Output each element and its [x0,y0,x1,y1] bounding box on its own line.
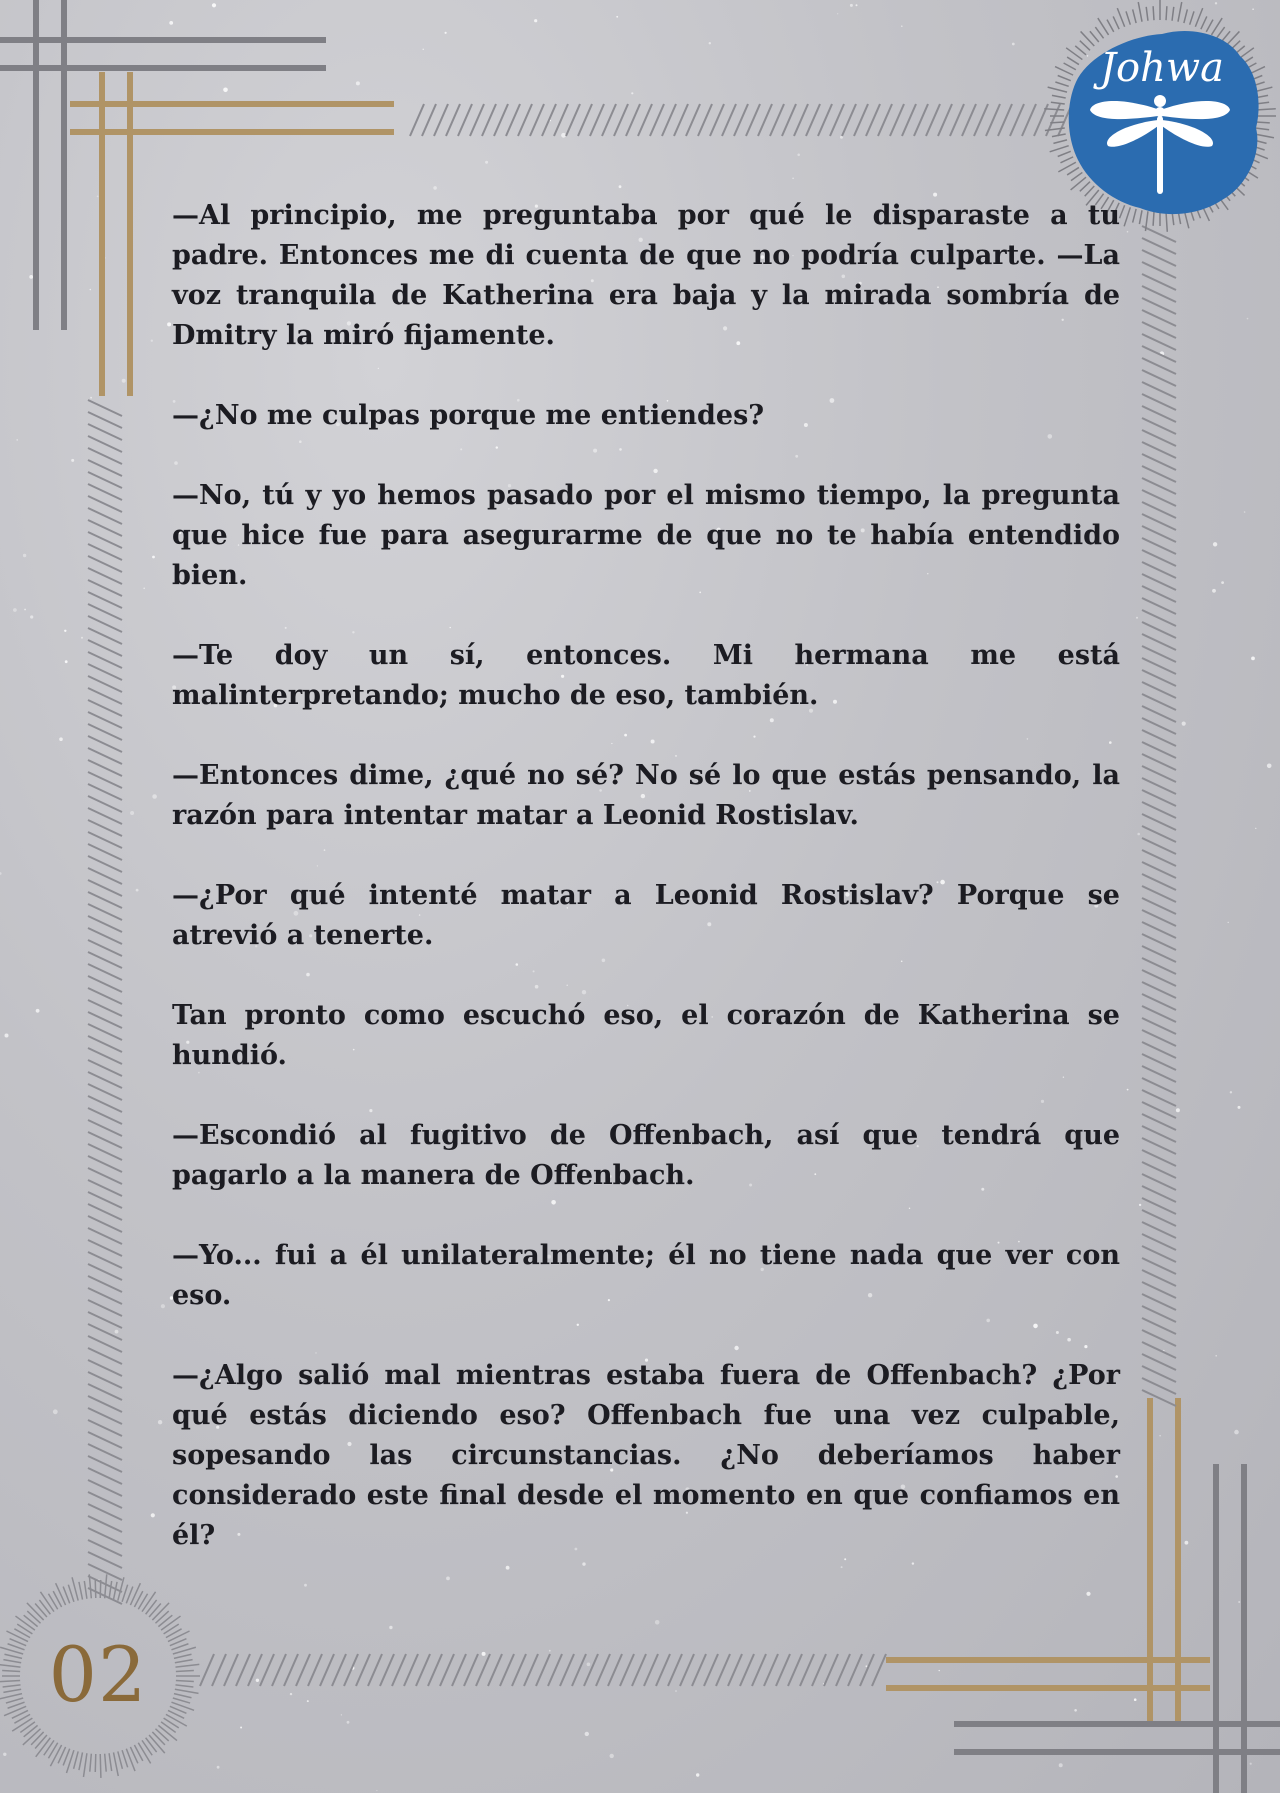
page-number: 02 [48,1630,148,1719]
paragraph: —Yo... fui a él unilateralmente; él no tiene nada que ver con eso. [172,1240,1120,1311]
hatch-strip-left [88,400,122,1604]
logo-text: Johwa [1100,45,1224,91]
paragraph: —Te doy un sí, entonces. Mi hermana me está malinterpretando; mucho de eso, también. [172,640,1120,711]
hatch-strip-top [410,104,1072,136]
hatch-strip-right [1142,226,1176,1406]
paragraph: —Entonces dime, ¿qué no sé? No sé lo que estás pensando, la razón para intentar matar a Leonid Rostislav. [172,760,1120,831]
paragraph: —No, tú y yo hemos pasado por el mismo tiempo, la pregunta que hice fue para asegurarme de que no te había entendido bien. [172,480,1120,591]
text-body [172,196,1120,1596]
paragraph: —Al principio, me preguntaba por qué le disparaste a tu padre. Entonces me di cuenta de que no podría culparte. —La voz tranquila de Katherina era baja y la mirada sombría de Dmitry la miró fijamente. [172,200,1120,351]
paragraph: —¿Por qué intenté matar a Leonid Rostislav? Porque se atrevió a tenerte. [172,880,1120,951]
paragraph: —Escondió al fugitivo de Offenbach, así que tendrá que pagarlo a la manera de Offenbach. [172,1120,1120,1191]
paragraph: —¿No me culpas porque me entiendes? [172,400,765,431]
paragraph: —¿Algo salió mal mientras estaba fuera de Offenbach? ¿Por qué estás diciendo eso? Offenbach fue una vez culpable, sopesando las circunstancias. ¿No deberíamos haber considerado este final desde el momento en que confiamos en él? [172,1360,1120,1551]
hatch-strip-bottom [200,1654,886,1686]
paragraph: Tan pronto como escuchó eso, el corazón de Katherina se hundió. [172,1000,1120,1071]
